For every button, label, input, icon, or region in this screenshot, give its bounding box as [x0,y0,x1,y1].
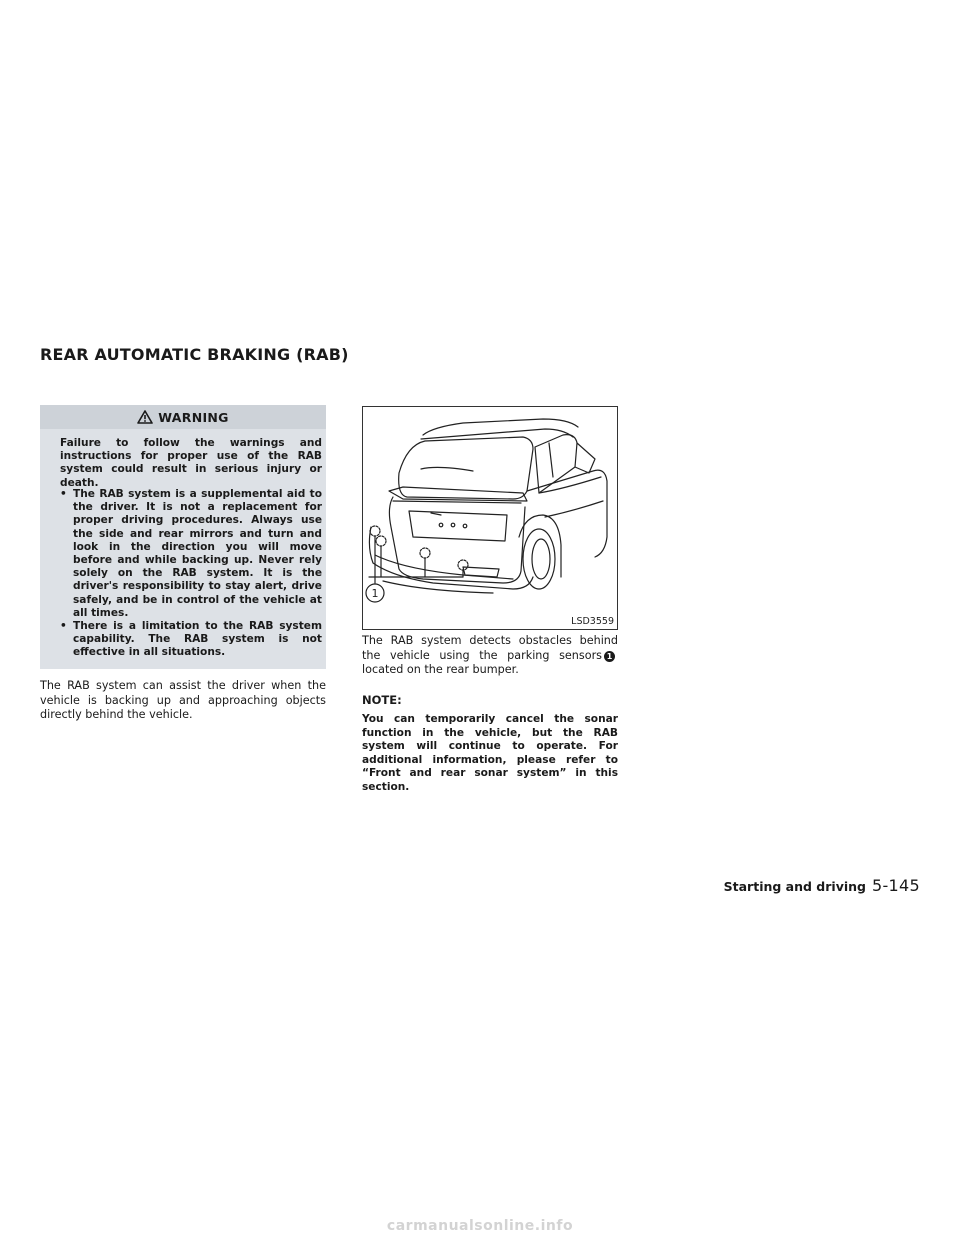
right-body-before: The RAB system detects obstacles behind the vehicle using the parking sensors [362,634,618,662]
warning-intro: Failure to follow the warnings and instructions for proper use of the RAB system could result in serious injury or death. [60,437,322,489]
left-body-text: The RAB system can assist the driver when the vehicle is backing up and approaching objects directly behind the vehicle. [40,679,326,722]
warning-triangle-icon [137,410,153,424]
note-heading: NOTE: [362,693,402,707]
warning-heading: WARNING [158,409,229,425]
right-body-after: located on the rear bumper. [362,663,519,677]
warning-item [60,620,322,660]
footer-chapter: Starting and driving [723,879,866,894]
sensor-callout-marker: 1 [604,651,615,662]
warning-item-text: The RAB system is a supplemental aid to the driver. It is not a replacement for proper driving procedures. Always use the side and rear mirrors and turn and look in the direction you will move before and while backing up. Never rely solely on the RAB system. It is the driver's responsibility to stay alert, drive safely, and be in control of the vehicle at all times. [73,488,322,619]
bullet-glyph: • [60,488,67,500]
bullet-glyph: • [60,620,67,632]
figure-id: LSD3559 [571,616,614,627]
callout-label: 1 [371,587,379,600]
warning-header [40,405,326,429]
page-number: 5-145 [872,876,920,895]
warning-box [40,405,326,669]
warning-list [60,620,322,660]
watermark: carmanualsonline.info [386,1218,574,1234]
right-body-text [362,634,618,678]
warning-item [60,488,322,620]
suv-rear-illustration [363,407,617,629]
warning-list [60,488,322,620]
note-body: You can temporarily cancel the sonar function in the vehicle, but the RAB system will continue to operate. For additional information, please refer to “Front and rear sonar system” in this section. [362,713,618,793]
page-footer [724,876,920,895]
warning-item-text: There is a limitation to the RAB system capability. The RAB system is not effective in all situations. [73,620,322,659]
section-title: REAR AUTOMATIC BRAKING (RAB) [40,345,349,364]
vehicle-illustration [362,406,618,630]
